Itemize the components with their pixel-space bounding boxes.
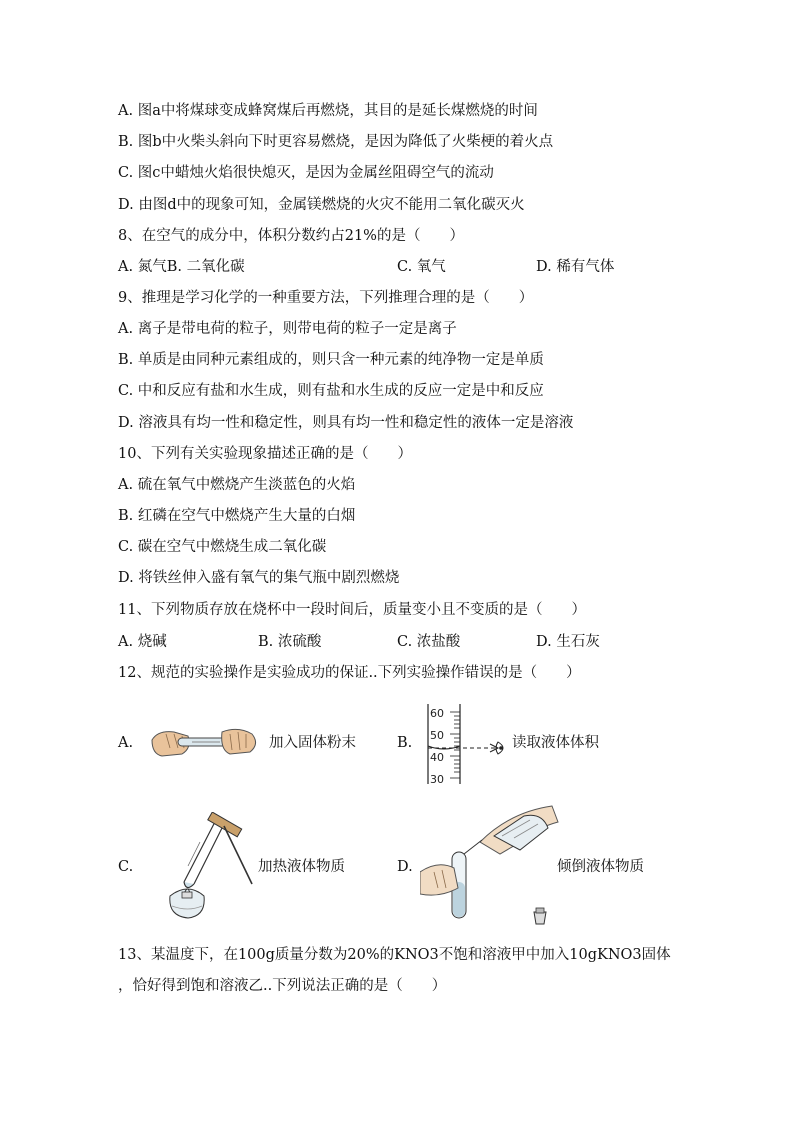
q12-figure-b-caption: 读取液体体积 [512,735,599,751]
q12-figure-d-caption: 倾倒液体物质 [557,859,644,875]
q12-figure-a-caption: 加入固体粉末 [269,735,356,751]
q7-option-a: A. 图a中将煤球变成蜂窝煤后再燃烧，其目的是延长煤燃烧的时间 [118,103,538,119]
q11-option-a: A. 烧碱 [118,634,167,650]
q12-figure-c-letter: C. [118,859,134,875]
q12-figure-a-letter: A. [118,735,134,751]
q8-option-d: D. 稀有气体 [536,259,615,275]
q11-stem: 11、下列物质存放在烧杯中一段时间后，质量变小且不变质的是（ ） [118,602,586,618]
q7-option-b: B. 图b中火柴头斜向下时更容易燃烧，是因为降低了火柴梗的着火点 [118,134,554,150]
q9-stem: 9、推理是学习化学的一种重要方法，下列推理合理的是（ ） [118,290,534,306]
heating-liquid-figure [140,812,255,922]
q8-option-c: C. 氧气 [397,259,446,275]
q12-figure-b-letter: B. [397,735,413,751]
q7-option-d: D. 由图d中的现象可知，金属镁燃烧的火灾不能用二氧化碳灭火 [118,197,525,213]
q10-option-c: C. 碳在空气中燃烧生成二氧化碳 [118,539,327,555]
q10-option-b: B. 红磷在空气中燃烧产生大量的白烟 [118,508,356,524]
q9-option-b: B. 单质是由同种元素组成的，则只含一种元素的纯净物一定是单质 [118,352,544,368]
cylinder-tick-label: 30 [430,773,444,786]
q12-stem: 12、规范的实验操作是实验成功的保证..下列实验操作错误的是（ ） [118,665,581,681]
cylinder-tick-label: 40 [430,751,444,764]
pouring-liquid-figure [420,802,560,928]
q10-option-a: A. 硫在氧气中燃烧产生淡蓝色的火焰 [118,477,356,493]
q9-option-a: A. 离子是带电荷的粒子，则带电荷的粒子一定是离子 [118,321,457,337]
q9-option-c: C. 中和反应有盐和水生成，则有盐和水生成的反应一定是中和反应 [118,383,544,399]
q8-option-ab: A. 氮气B. 二氧化碳 [118,259,245,275]
q8-stem: 8、在空气的成分中，体积分数约占21%的是（ ） [118,228,464,244]
q10-option-d: D. 将铁丝伸入盛有氧气的集气瓶中剧烈燃烧 [118,570,400,586]
q9-option-d: D. 溶液具有均一性和稳定性，则具有均一性和稳定性的液体一定是溶液 [118,415,574,431]
powder-addition-figure [148,718,263,766]
q12-figure-d-letter: D. [397,859,413,875]
cylinder-tick-label: 60 [430,707,444,720]
q13-stem-line1: 13、某温度下，在100g质量分数为20%的KNO3不饱和溶液甲中加入10gKNO3固体 [118,947,671,963]
q12-figure-c-caption: 加热液体物质 [258,859,345,875]
cylinder-tick-label: 50 [430,729,444,742]
q7-option-c: C. 图c中蜡烛火焰很快熄灭，是因为金属丝阻碍空气的流动 [118,165,494,181]
q11-option-b: B. 浓硫酸 [258,634,322,650]
q13-stem-line2: ，恰好得到饱和溶液乙..下列说法正确的是（ ） [118,978,447,994]
q11-option-c: C. 浓盐酸 [397,634,461,650]
q10-stem: 10、下列有关实验现象描述正确的是（ ） [118,446,412,462]
graduated-cylinder-figure [420,702,510,786]
q11-option-d: D. 生石灰 [536,634,600,650]
